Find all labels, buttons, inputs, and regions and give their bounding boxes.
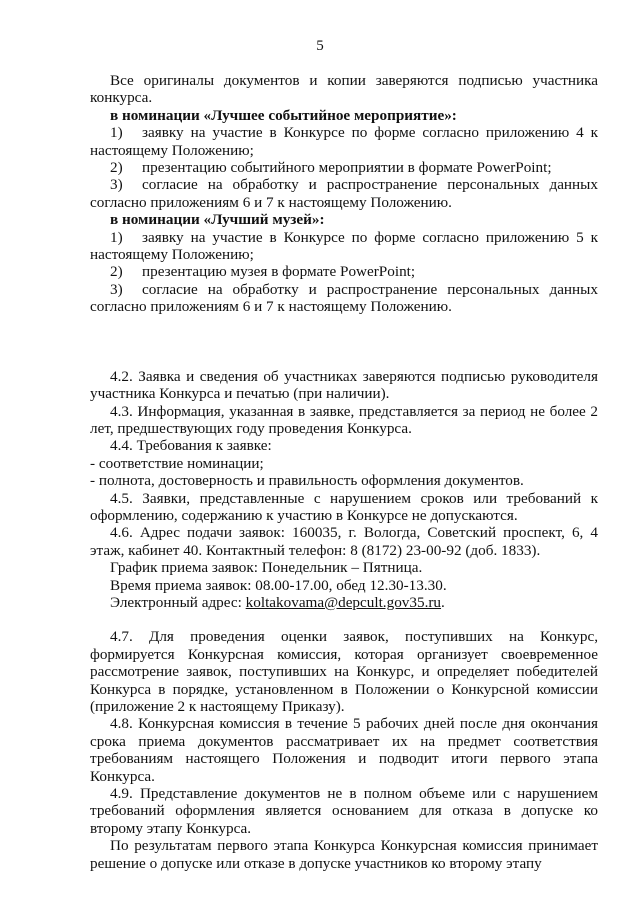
schedule-line: График приема заявок: Понедельник – Пятница. [110, 559, 423, 577]
hours-line: Время приема заявок: 08.00-17.00, обед 12.30-13.30. [110, 576, 447, 594]
requirement-item: - полнота, достоверность и правильность оформления документов. [90, 472, 524, 490]
email-line: Электронный адрес: koltakovama@depcult.gov35.ru. [110, 593, 445, 611]
document-body [90, 72, 598, 872]
list-item: 2) презентацию событийного мероприятии в формате PowerPoint; [110, 159, 552, 177]
email-link[interactable]: koltakovama@depcult.gov35.ru [245, 593, 442, 611]
paragraph-results: По результатам первого этапа Конкурса Конкурсная комиссия принимает решение о допуске или отказе в допуске участников ко второму этапу [90, 837, 598, 872]
spacer [90, 611, 598, 628]
paragraph-4-6: 4.6. Адрес подачи заявок: 160035, г. Вологда, Советский проспект, 6, 4 этаж, кабинет 40. Контактный телефон: 8 (8172) 23-00-92 (доб. 1833). [90, 524, 598, 559]
requirement-item: - соответствие номинации; [90, 454, 264, 472]
paragraph-4-7: 4.7. Для проведения оценки заявок, поступивших на Конкурс, формируется Конкурсная комиссия, которая организует своевременное рассмотрение заявок, поступивших на Конкурс, и определяет победителей Конкурса в порядке, установленном в Положении о Конкурсной комиссии (приложение 2 к настоящему Приказу). [90, 628, 598, 715]
paragraph-4-4: 4.4. Требования к заявке: [110, 437, 272, 455]
nomination-event-heading: в номинации «Лучшее событийное мероприятие»: [110, 106, 457, 124]
paragraph-4-5: 4.5. Заявки, представленные с нарушением сроков или требований к оформлению, содержанию к участию в Конкурсе не допускаются. [90, 489, 598, 524]
paragraph-4-9: 4.9. Представление документов не в полном объеме или с нарушением требований оформления является основанием для отказа в допуске ко второму этапу Конкурса. [90, 785, 598, 837]
paragraph-4-8: 4.8. Конкурсная комиссия в течение 5 рабочих дней после дня окончания срока приема документов рассматривает их на предмет соответствия требованиям настоящего Положения и подводит итоги первого этапа Конкурса. [90, 715, 598, 785]
list-item: 2) презентацию музея в формате PowerPoint; [110, 263, 416, 281]
nomination-museum-heading: в номинации «Лучший музей»: [110, 211, 325, 229]
list-item: 1) заявку на участие в Конкурсе по форме согласно приложению 5 к настоящему Положению; [90, 228, 598, 264]
paragraph-4-3: 4.3. Информация, указанная в заявке, представляется за период не более 2 лет, предшествующих году проведения Конкурса. [90, 402, 598, 437]
paragraph-originals: Все оригиналы документов и копии заверяются подписью участника конкурса. [90, 72, 598, 107]
spacer [90, 316, 598, 368]
list-item: 3) согласие на обработку и распространение персональных данных согласно приложениям 6 и 7 к настоящему Положению. [90, 176, 598, 211]
page-number: 5 [316, 38, 324, 54]
paragraph-4-2: 4.2. Заявка и сведения об участниках заверяются подписью руководителя участника Конкурса и печатью (при наличии). [90, 367, 598, 403]
list-item: 1) заявку на участие в Конкурсе по форме согласно приложению 4 к настоящему Положению; [90, 124, 598, 159]
list-item: 3) согласие на обработку и распространение персональных данных согласно приложениям 6 и 7 к настоящему Положению. [90, 280, 598, 316]
